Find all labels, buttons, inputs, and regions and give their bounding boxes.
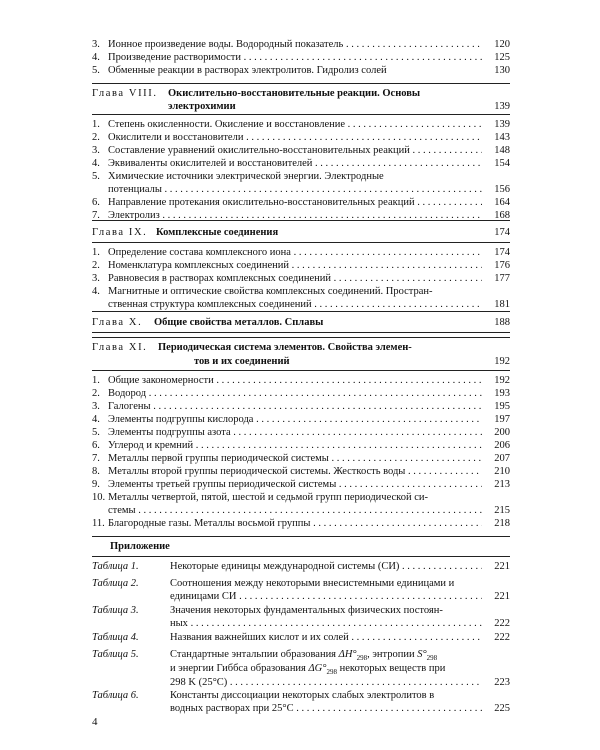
divider [92, 220, 510, 221]
entry-page: 192 [494, 375, 510, 386]
entry-page: 143 [494, 132, 510, 143]
entry-page: 139 [494, 119, 510, 130]
entry-title: Металлы первой группы периодической системы . . . [108, 452, 482, 465]
entry-number: 3. [92, 145, 100, 156]
entry-title: Элементы подгруппы кислорода . . . [108, 413, 482, 426]
entry-page: 221 [494, 591, 510, 602]
entry-title: Благородные газы. Металлы восьмой группы . . . [108, 517, 482, 530]
entry-number: 7. [92, 453, 100, 464]
entry-page: 125 [494, 52, 510, 63]
entry-title: Определение состава комплексного иона . . . [108, 246, 482, 259]
entry-page: 218 [494, 518, 510, 529]
entry-title: Равновесия в растворах комплексных соединений . . . [108, 272, 482, 285]
entry-title: Металлы второй группы периодической системы. Жесткость воды . . . [108, 465, 482, 478]
entry-number: 1. [92, 247, 100, 258]
entry-number: 1. [92, 119, 100, 130]
entry-title: Электролиз . . . [108, 209, 482, 222]
entry-title: Обменные реакции в растворах электролитов. Гидролиз солей [108, 65, 387, 76]
entry-title-cont: водных растворах при 25°C . . . [170, 702, 482, 715]
entry-page: 206 [494, 440, 510, 451]
table-label: Таблица 1. [92, 561, 139, 572]
entry-number: 2. [92, 388, 100, 399]
entry-page: 225 [494, 703, 510, 714]
entry-number: 5. [92, 171, 100, 182]
entry-page: 156 [494, 184, 510, 195]
entry-number: 4. [92, 414, 100, 425]
entry-page: 197 [494, 414, 510, 425]
entry-page: 213 [494, 479, 510, 490]
entry-page: 193 [494, 388, 510, 399]
divider [92, 114, 510, 115]
table-label: Таблица 2. [92, 578, 139, 589]
entry-page: 176 [494, 260, 510, 271]
entry-title: Магнитные и оптические свойства комплексных соединений. Простран- [108, 286, 433, 297]
entry-page: 195 [494, 401, 510, 412]
entry-title: Номенклатура комплексных соединений . . . [108, 259, 482, 272]
entry-title: Стандартные энтальпии образования $\Delta H^\circ_{298}$, энтропии $S^\circ_{298}$ [170, 649, 438, 663]
entry-page: 164 [494, 197, 510, 208]
chapter-title: Комплексные соединения [156, 227, 279, 238]
divider [92, 83, 510, 84]
entry-page: 188 [494, 317, 510, 328]
entry-number: 7. [92, 210, 100, 221]
chapter-title: Периодическая система элементов. Свойства элемен- [158, 342, 412, 353]
entry-page: 174 [494, 227, 510, 238]
entry-title-cont: ственная структура комплексных соединений . . . [108, 298, 482, 311]
entry-title: Произведение растворимости . . . [108, 51, 482, 64]
entry-page: 215 [494, 505, 510, 516]
entry-number: 6. [92, 197, 100, 208]
entry-title-cont: 298 K (25°C) . . . [170, 676, 482, 689]
entry-number: 5. [92, 427, 100, 438]
entry-number: 9. [92, 479, 100, 490]
entry-number: 4. [92, 286, 100, 297]
toc-page: 3. Ионное произведение воды. Водородный показатель . . . 120 4. Произведение растворимости . . . 125 5. Обменные реакции в растворах электролитов. Гидролиз солей 130 Глава VIII. Окислительно-восстановительные реакции. Основы электрохимии 139 1. Степень окисленности. Окисление и восстановление . . . 139 2. Окислители и восстановители . . . 143 3. Составление уравнений окислительно-восстановительных реакций . . . 148 4. Эквиваленты окислителей и восстановителей . . . 154 5. Химические источники электрической энергии. Электродные потенциалы . . . 156 6. Направление протекания окислительно-восстановительных реакций . . . 164 7. Электролиз . . . 168 Глава IX. Комплексные соединения 174 1. Определение состава комплексного иона . . . 174 2. Номенклатура комплексных соединений . . . 176 3. Равновесия в растворах комплексных соединений . . . 177 4. Магнитные и оптические свойства комплексных соединений. Простран- ственная структура комплексных соединений . . . 181 Глава X. Общие свойства металлов. Сплавы 188 Глава XI. Периодическая система элементов. Свойства элемен- тов и их соединений 192 1. Общие закономерности . . . 192 2. Водород . . . 193 3. Галогены . . . 195 4. Элементы подгруппы кислорода . . . 197 5. Элементы подгруппы азота . . . 200 6. Углерод и кремний . . . 206 7. Металлы первой группы периодической системы . . . 207 8. Металлы второй группы периодической системы. Жесткость воды . . . 210 9. Элементы третьей группы периодической системы . . . 213 10. Металлы четвертой, пятой, шестой и седьмой групп периодической си- стемы . . . 215 11. Благородные газы. Металлы восьмой группы . . . 218 Приложение Таблица 1. Некоторые единицы международной системы (СИ) . . . 221 Таблица 2. Соотношения между некоторыми внесистемными единицами и единицами СИ . . . 221 Таблица 3. Значения некоторых фундаментальных физических постоян- ных . . . 222 Таблица 4. Названия важнейших кислот и их солей . . . 222 Таблица 5. Стандартные энтальпии образования $\Delta H^\circ_{298}$, энтропии $S^\circ_{298}$ и энергии Гиббса образования $\Delta G^\circ_{298}$ некоторых веществ при 298 K (25°C) . . . 223 Таблица 6. Константы диссоциации некоторых слабых электролитов в водных растворах при 25°C . . . 225 4 [0, 0, 600, 750]
entry-title-cont: ных . . . [170, 617, 482, 630]
entry-number: 4. [92, 158, 100, 169]
enthalpy-symbol: ΔH° [338, 649, 357, 660]
entry-number: 6. [92, 440, 100, 451]
entry-number: 10. [92, 492, 106, 503]
entry-number: 1. [92, 375, 100, 386]
entry-page: 192 [494, 356, 510, 367]
entry-page: 177 [494, 273, 510, 284]
entry-number: 3. [92, 401, 100, 412]
entry-title: Степень окисленности. Окисление и восстановление . . . [108, 118, 482, 131]
entry-number: 2. [92, 260, 100, 271]
entry-title: Химические источники электрической энергии. Электродные [108, 171, 384, 182]
entry-title: Значения некоторых фундаментальных физических постоян- [170, 605, 443, 616]
divider [92, 337, 510, 338]
divider [92, 311, 510, 312]
entry-page: 154 [494, 158, 510, 169]
entry-title: Галогены . . . [108, 400, 482, 413]
divider [92, 242, 510, 243]
divider [92, 536, 510, 537]
entry-title: Константы диссоциации некоторых слабых электролитов в [170, 690, 435, 701]
entry-title: Некоторые единицы международной системы (СИ) . . . [170, 560, 482, 573]
table-label: Таблица 6. [92, 690, 139, 701]
entry-page: 120 [494, 39, 510, 50]
entry-number: 3. [92, 273, 100, 284]
chapter-title: Окислительно-восстановительные реакции. Основы [168, 88, 421, 99]
entry-number: 2. [92, 132, 100, 143]
entry-title: Составление уравнений окислительно-восстановительных реакций . . . [108, 144, 482, 157]
table-label: Таблица 5. [92, 649, 139, 660]
chapter-title: Общие свойства металлов. Сплавы [154, 317, 324, 328]
entry-page: 148 [494, 145, 510, 156]
entry-page: 139 [494, 101, 510, 112]
entry-title: Элементы подгруппы азота . . . [108, 426, 482, 439]
entry-title-cont: единицами СИ . . . [170, 590, 482, 603]
entry-page: 221 [494, 561, 510, 572]
table-label: Таблица 4. [92, 632, 139, 643]
gibbs-symbol: ΔG° [308, 663, 327, 674]
entry-title: Ионное произведение воды. Водородный показатель . . . [108, 38, 482, 51]
entry-title-cont: стемы . . . [108, 504, 482, 517]
entry-title: Направление протекания окислительно-восстановительных реакций . . . [108, 196, 482, 209]
entry-title: Эквиваленты окислителей и восстановителей . . . [108, 157, 482, 170]
entry-title: Углерод и кремний . . . [108, 439, 482, 452]
entry-title: Металлы четвертой, пятой, шестой и седьмой групп периодической си- [108, 492, 428, 503]
entry-title-cont: потенциалы . . . [108, 183, 482, 196]
entry-page: 130 [494, 65, 510, 76]
entry-page: 200 [494, 427, 510, 438]
entry-page: 207 [494, 453, 510, 464]
entry-page: 222 [494, 618, 510, 629]
entropy-symbol: S° [417, 649, 427, 660]
entry-page: 168 [494, 210, 510, 221]
entry-page: 174 [494, 247, 510, 258]
entry-title: Окислители и восстановители . . . [108, 131, 482, 144]
entry-page: 223 [494, 677, 510, 688]
entry-page: 210 [494, 466, 510, 477]
entry-title: Водород . . . [108, 387, 482, 400]
entry-page: 181 [494, 299, 510, 310]
divider [92, 370, 510, 371]
divider [92, 556, 510, 557]
entry-title: Соотношения между некоторыми внесистемными единицами и [170, 578, 455, 589]
appendix-title: Приложение [110, 541, 170, 552]
entry-page: 222 [494, 632, 510, 643]
entry-title: Общие закономерности . . . [108, 374, 482, 387]
entry-title: Названия важнейших кислот и их солей . . . [170, 631, 482, 644]
entry-number: 11. [92, 518, 105, 529]
table-label: Таблица 3. [92, 605, 139, 616]
entry-title: Элементы третьей группы периодической системы . . . [108, 478, 482, 491]
page-number: 4 [92, 716, 98, 728]
entry-title-cont: и энергии Гиббса образования $\Delta G^\circ_{298}$ некоторых веществ при [170, 663, 446, 677]
entry-number: 8. [92, 466, 100, 477]
divider [92, 332, 510, 333]
